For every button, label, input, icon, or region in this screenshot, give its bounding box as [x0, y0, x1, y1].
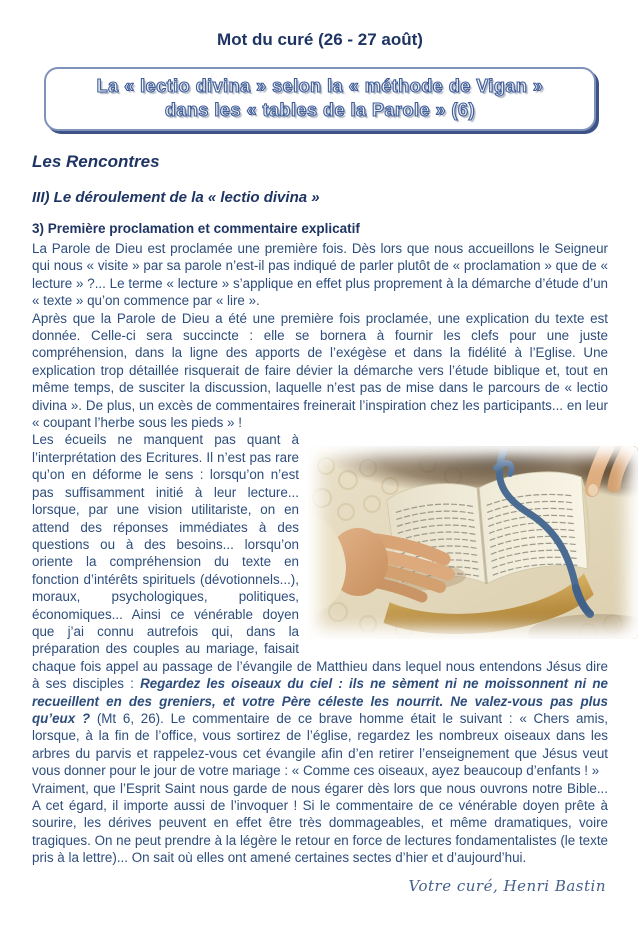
bible-photo-illustration — [308, 446, 638, 639]
page-title: Mot du curé (26 - 27 août) — [217, 30, 423, 49]
bible-photo — [308, 446, 638, 639]
heading-premiere-proclamation: 3) Première proclamation et commentaire explicatif — [32, 221, 360, 236]
bulletin-page — [0, 30, 640, 935]
article-body — [32, 240, 608, 867]
paragraph-2: Après que la Parole de Dieu a été une première fois proclamée, une explication du texte est donnée. Celle-ci sera succincte : elle se bornera à fournir les clefs pour une juste compréhension, dans la ligne des apports de l’exégèse et dans la fidélité à l’Eglise. Une explication trop détaillée risquerait de faire dévier la démarche vers l’étude biblique et, tout en même temps, de susciter la discussion, laquelle n’est pas de mise dans le parcours de « lectio divina ». De plus, un excès de commentaires freinerait l’inspiration chez les participants... en leur « coupant l’herbe sous les pieds » ! — [32, 310, 608, 431]
heading-les-rencontres: Les Rencontres — [32, 152, 160, 171]
scripture-quote: Regardez les oiseaux du ciel : ils ne sèment ni ne moissonnent ni ne recueillent en des greniers, et votre Père céleste les nourrit. Ne valez-vous pas plus qu’eux ? — [32, 676, 609, 726]
paragraph-1: La Parole de Dieu est proclamée une première fois. Dès lors que nous accueillons le Seigneur qui nous « visite » par sa parole n’est-il pas indiqué de parler plutôt de « proclamation » que de « lecture » ?... Le terme « lecture » s’applique en effet plus proprement à la démarche d’étude d’un « texte » qu’on commence par « lire ». — [32, 241, 608, 309]
cure-signature: Votre curé, Henri Bastin — [408, 876, 606, 895]
title-banner — [44, 67, 596, 131]
page-content — [0, 30, 640, 895]
banner-line-1: La « lectio divina » selon la « méthode de Vigan » — [96, 76, 544, 96]
paragraph-3-lead: Les écueils ne manquent pas quant à l’interprétation des Ecritures. Il n’est pas rare qu’on en déforme le sens : lorsqu’on n’est pas suffisamment initié à leur lecture... lorsque, par une vision utilitariste, on en attend des réponses immédiates à des questions ou à des besoins... lorsqu’on oriente la compréhension du texte en fonction d’intérêts spirituels (dévotionnels...), moraux, psychologiques, politiques, économiques... Ainsi ce vénérable doyen que j’ai connu autrefois qui, dans la préparation des couples au mariage, faisait chaque fois appel au passage de l’évangile de Matthieu dans lequel nous entendons Jésus dire à ses disciples : — [32, 432, 608, 692]
paragraph-4: Vraiment, que l’Esprit Saint nous garde de nous égarer dès lors que nous ouvrons notre Bible... A cet égard, il importe aussi de l’invoquer ! Si le commentaire de ce vénérable doyen prête à sourire, les dérives peuvent en effet être très dommageables, et même dramatiques, voire tragiques. On ne peut prendre à la légère le retour en force de lectures fondamentalistes (le texte pris à la lettre)... On sait où elles ont amené certaines sectes d’hier et d’aujourd’hui. — [32, 780, 608, 866]
paragraph-3 — [32, 431, 608, 779]
paragraph-3-rest: (Mt 6, 26). Le commentaire de ce brave homme était le suivant : « Chers amis, lorsque, à la fin de l’office, vous sortirez de l’église, regardez les nombreux oiseaux dans les arbres du parvis et rappelez-vous cet évangile afin d’en retirer l’enseignement que Jésus veut vous donner pour le jour de votre mariage : « Comme ces oiseaux, ayez beaucoup d’enfants ! » — [32, 710, 608, 779]
heading-deroulement: III) Le déroulement de la « lectio divina » — [32, 189, 320, 206]
banner-line-2: dans les « tables de la Parole » (6) — [164, 100, 476, 120]
